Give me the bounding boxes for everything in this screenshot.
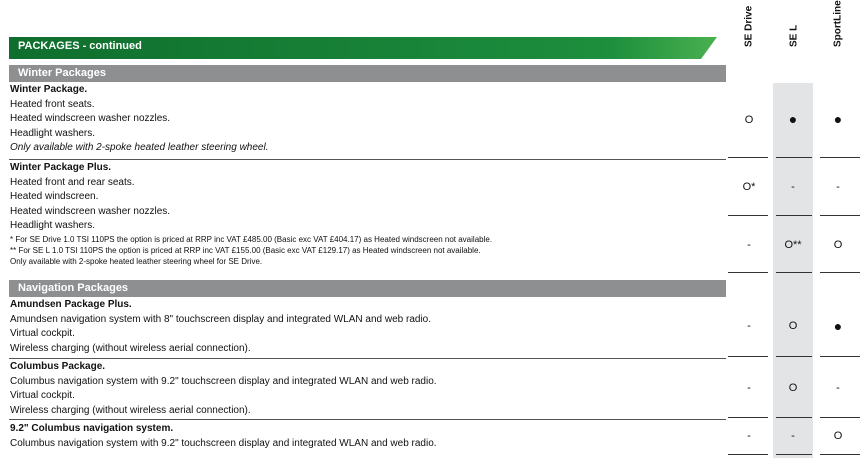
package-line: Heated front and rear seats. (10, 176, 135, 188)
separator (728, 356, 768, 357)
package-line: Columbus navigation system with 9.2" touchscreen display and integrated WLAN and web radio. (10, 437, 437, 449)
package-amundsen-plus (10, 298, 431, 356)
separator (728, 157, 768, 158)
package-line: Heated windscreen washer nozzles. (10, 205, 171, 217)
availability-sportline: ● (833, 111, 843, 127)
separator (776, 272, 812, 273)
availability-se-l: - (791, 181, 795, 193)
column-header-se-l: SE L (788, 24, 800, 47)
package-line: Columbus navigation system with 9.2" touchscreen display and integrated WLAN and web radio. (10, 375, 437, 387)
availability-sportline: O (833, 430, 843, 442)
separator (820, 215, 860, 216)
availability-se-l: O (788, 382, 798, 394)
separator (776, 215, 812, 216)
package-columbus-92 (10, 422, 437, 451)
availability-sportline: O (833, 239, 843, 251)
separator (728, 417, 768, 418)
package-line: Heated windscreen. (10, 191, 99, 203)
separator (776, 417, 812, 418)
package-footnote: ** For SE L 1.0 TSI 110PS the option is priced at RRP inc VAT £155.00 (Basic exc VAT £129.17) as Heated windscreen not available. (10, 245, 481, 255)
separator (820, 272, 860, 273)
separator (776, 454, 812, 455)
package-line: Wireless charging (without wireless aerial connection). (10, 342, 251, 354)
package-line: Wireless charging (without wireless aerial connection). (10, 404, 251, 416)
separator (820, 356, 860, 357)
package-winter (10, 83, 269, 156)
separator (728, 454, 768, 455)
package-name: Amundsen Package Plus. (10, 299, 132, 310)
package-name: Columbus Package. (10, 361, 106, 372)
availability-sportline: - (836, 382, 840, 394)
separator (820, 157, 860, 158)
separator (728, 272, 768, 273)
package-line: Headlight washers. (10, 220, 96, 232)
availability-sportline: - (836, 181, 840, 193)
availability-sportline: ● (833, 318, 843, 334)
package-name: Winter Package. (10, 84, 88, 95)
package-note: Only available with 2-spoke heated leather steering wheel. (10, 142, 269, 154)
package-name: Winter Package Plus. (10, 162, 112, 173)
availability-se-drive: - (747, 430, 751, 442)
availability-se-drive: - (747, 320, 751, 332)
separator (9, 159, 726, 160)
separator (820, 454, 860, 455)
package-line: Virtual cockpit. (10, 328, 75, 340)
package-footnote: Only available with 2-spoke heated leather steering wheel for SE Drive. (10, 256, 263, 266)
availability-se-drive: - (747, 382, 751, 394)
availability-se-drive: O (744, 114, 754, 126)
package-footnote: * For SE Drive 1.0 TSI 110PS the option is priced at RRP inc VAT £485.00 (Basic exc VAT £404.17) as Heated windscreen not available. (10, 234, 493, 244)
separator (776, 157, 812, 158)
availability-se-drive: O* (742, 181, 756, 193)
package-winter-plus (10, 161, 492, 267)
separator (9, 358, 726, 359)
availability-se-l: ● (788, 111, 798, 127)
package-name: 9.2" Columbus navigation system. (10, 423, 174, 434)
package-line: Headlight washers. (10, 127, 96, 139)
package-columbus (10, 360, 437, 418)
package-line: Amundsen navigation system with 8" touchscreen display and integrated WLAN and web radio. (10, 313, 432, 325)
availability-se-l: - (791, 430, 795, 442)
package-line: Heated windscreen washer nozzles. (10, 113, 171, 125)
availability-se-drive: - (747, 239, 751, 251)
package-line: Virtual cockpit. (10, 390, 75, 402)
availability-se-l: O** (784, 239, 802, 251)
se-l-column-shading (773, 83, 813, 458)
package-line: Heated front seats. (10, 98, 95, 110)
section-header-navigation: Navigation Packages (9, 280, 726, 297)
separator (9, 419, 726, 420)
column-header-se-drive: SE Drive (743, 5, 755, 47)
page-title: PACKAGES - continued (18, 40, 142, 52)
separator (776, 356, 812, 357)
separator (820, 417, 860, 418)
section-header-winter: Winter Packages (9, 65, 726, 82)
column-header-sportline: SportLine (832, 0, 844, 47)
separator (728, 215, 768, 216)
availability-se-l: O (788, 320, 798, 332)
